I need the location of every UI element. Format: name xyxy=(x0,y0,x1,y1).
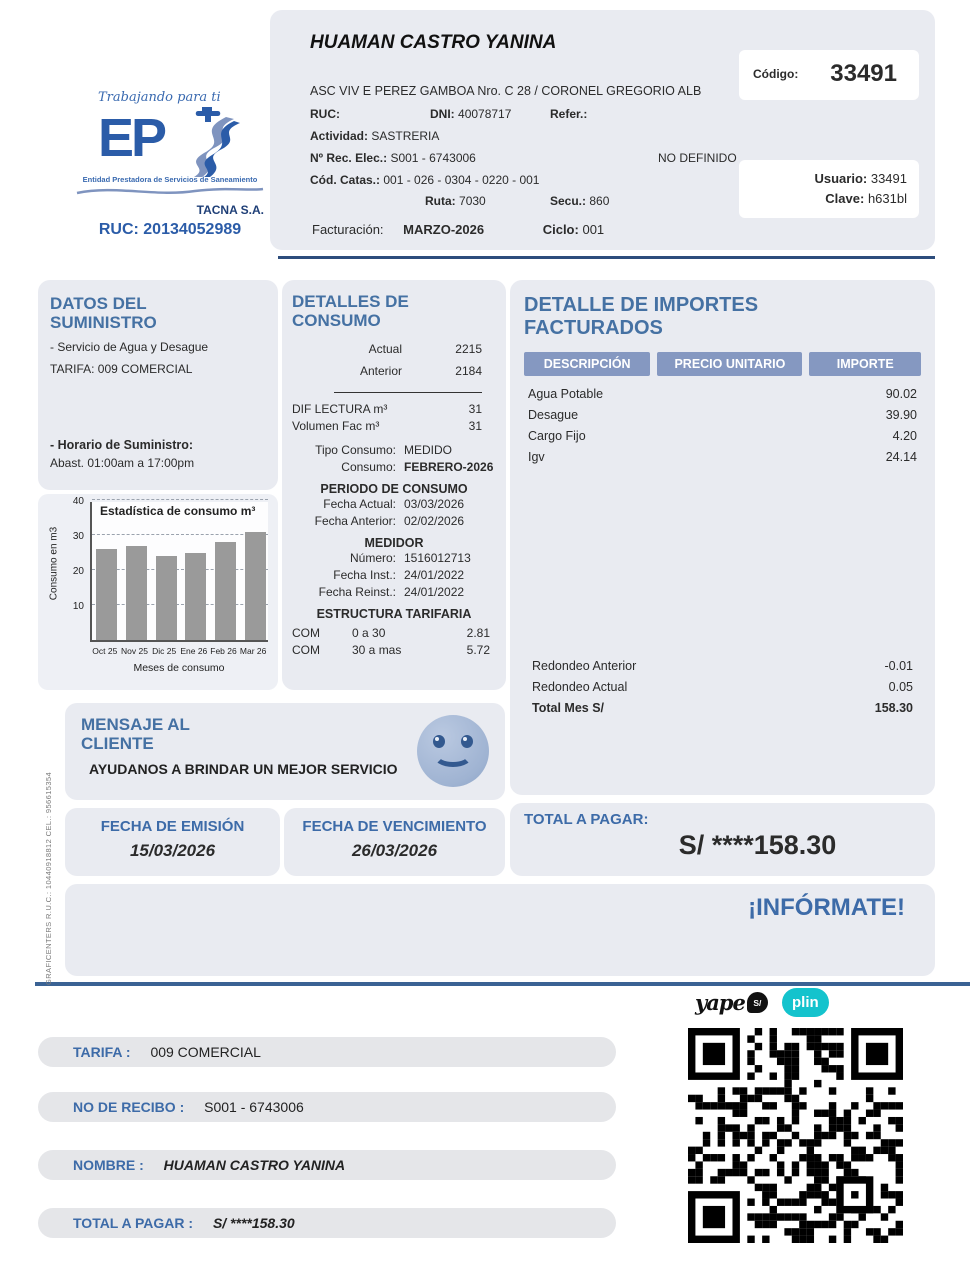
column-header-precio-unitario: PRECIO UNITARIO xyxy=(657,352,802,376)
table-row xyxy=(524,447,921,468)
fecha-actual-row xyxy=(292,496,496,513)
consumption-chart-card xyxy=(38,494,278,690)
tarifa-line: TARIFA: 009 COMERCIAL xyxy=(50,362,193,376)
catas-value: 001 - 026 - 0304 - 0220 - 001 xyxy=(383,173,540,187)
catas-label: Cód. Catas.: xyxy=(310,173,381,187)
fecha-actual-value: 03/03/2026 xyxy=(404,497,465,511)
lectura-anterior-row xyxy=(292,360,496,382)
tarifa-pill-value: 009 COMERCIAL xyxy=(150,1044,261,1060)
fecha-inst-label: Fecha Inst.: xyxy=(333,568,396,582)
tipo-consumo-row xyxy=(292,442,496,459)
chart-plot-area xyxy=(90,502,268,642)
horario-label: - Horario de Suministro: xyxy=(50,438,194,452)
row-descripcion: Desague xyxy=(528,408,579,422)
estructura-title: ESTRUCTURA TARIFARIA xyxy=(316,607,472,621)
column-header-importe: IMPORTE xyxy=(809,352,921,376)
tarifa-rango: 30 a mas xyxy=(352,643,402,657)
importes-rows xyxy=(524,384,921,468)
chart-bar xyxy=(185,553,206,641)
actividad-label: Actividad: xyxy=(310,129,369,143)
datos-title: DATOS DEL SUMINISTRO xyxy=(50,294,157,332)
total-pill xyxy=(38,1208,616,1238)
plin-logo: plin xyxy=(782,988,829,1017)
redondeo-anterior-label: Redondeo Anterior xyxy=(532,659,637,673)
table-row xyxy=(524,426,921,447)
informate-card xyxy=(65,884,935,976)
codigo-box xyxy=(739,50,919,100)
facturacion-value: MARZO-2026 xyxy=(403,222,485,237)
total-mes-label: Total Mes S/ xyxy=(532,701,605,715)
total-pill-value: S/ ****158.30 xyxy=(212,1215,295,1231)
chart-gridline xyxy=(92,604,268,605)
nombre-pill-value: HUAMAN CASTRO YANINA xyxy=(163,1157,346,1173)
ruta-value: 7030 xyxy=(459,194,486,208)
importes-title: DETALLE DE IMPORTES FACTURADOS xyxy=(524,294,759,339)
rec-elec-value: S001 - 6743006 xyxy=(390,151,476,165)
dif-value: 31 xyxy=(468,402,482,416)
header-divider xyxy=(278,256,935,259)
logo-ruc: RUC: 20134052989 xyxy=(98,221,242,238)
total-pagar-label: TOTAL A PAGAR: xyxy=(524,811,649,828)
tipo-value: MEDIDO xyxy=(404,443,452,457)
row-descripcion: Igv xyxy=(528,450,545,464)
reading-divider xyxy=(334,392,482,393)
refer-field xyxy=(550,107,587,121)
smiley-face-icon xyxy=(417,715,489,787)
dif-label: DIF LECTURA m³ xyxy=(292,402,388,416)
nombre-pill-label: NOMBRE : xyxy=(73,1157,144,1173)
recibo-pill xyxy=(38,1092,616,1122)
actual-value: 2215 xyxy=(455,342,482,356)
codigo-value: 33491 xyxy=(830,60,897,87)
importes-facturados-card xyxy=(510,280,935,795)
dni-field xyxy=(430,107,511,121)
fecha-anterior-row xyxy=(292,513,496,530)
ruta-field xyxy=(425,194,486,208)
facturacion-label: Facturación: xyxy=(312,222,384,237)
ruc-label: RUC: xyxy=(310,107,340,121)
chart-bar xyxy=(96,549,117,640)
chart-x-tick-label: Feb 26 xyxy=(210,646,237,656)
volumen-fac-row xyxy=(292,418,496,435)
yape-bubble-icon: S/ xyxy=(747,992,768,1013)
fecha-vencimiento-value: 26/03/2026 xyxy=(351,841,438,860)
redondeo-anterior-row xyxy=(528,656,917,677)
rec-elec-label: Nº Rec. Elec.: xyxy=(310,151,388,165)
detalles-consumo-card xyxy=(282,280,506,690)
clave-label: Clave: xyxy=(825,191,865,206)
tarifa-tipo: COM xyxy=(292,643,320,657)
water-swoosh-icon xyxy=(164,105,242,177)
logo-company: TACNA S.A. xyxy=(196,203,264,217)
tarifa-precio: 2.81 xyxy=(466,626,490,640)
clave-field xyxy=(739,189,907,209)
fecha-anterior-label: Fecha Anterior: xyxy=(314,514,396,528)
dni-value: 40078717 xyxy=(458,107,512,121)
medidor-title: MEDIDOR xyxy=(364,536,424,550)
mes-consumo-row xyxy=(292,459,496,476)
fecha-inst-value: 24/01/2022 xyxy=(404,568,465,582)
fecha-emision-label: FECHA DE EMISIÓN xyxy=(100,818,245,835)
logo-tagline: Trabajando para ti xyxy=(98,90,221,105)
logo-brand-row xyxy=(70,105,270,177)
row-descripcion: Agua Potable xyxy=(528,387,604,401)
tipo-label: Tipo Consumo: xyxy=(315,443,396,457)
section-divider xyxy=(35,982,970,986)
chart-x-tick-label: Ene 26 xyxy=(180,646,208,656)
chart-y-tick-label: 30 xyxy=(72,531,84,542)
logo-brand-text: EP xyxy=(97,108,165,168)
total-pagar-card xyxy=(510,803,935,876)
row-importe: 39.90 xyxy=(885,408,917,422)
chart-y-tick-label: 10 xyxy=(72,601,84,612)
clave-value: h631bl xyxy=(867,191,907,206)
tarifa-row xyxy=(292,642,496,659)
table-row xyxy=(524,405,921,426)
chart-gridline xyxy=(92,499,268,500)
redondeo-actual-label: Redondeo Actual xyxy=(532,680,628,694)
ciclo-value: 001 xyxy=(582,222,605,237)
horario-value: Abast. 01:00am a 17:00pm xyxy=(50,456,195,470)
column-header-descripcion: DESCRIPCIÓN xyxy=(524,352,650,376)
customer-header-card xyxy=(270,10,935,250)
ruc-field xyxy=(310,107,340,121)
actividad-field xyxy=(310,129,439,143)
fecha-actual-label: Fecha Actual: xyxy=(323,497,396,511)
table-row xyxy=(524,384,921,405)
codigo-label: Código: xyxy=(753,67,799,81)
printer-credit-text: GRAFICENTERS R.U.C.: 10440918812 CEL.: 956615354 xyxy=(44,771,53,985)
chart-title: Estadística de consumo m³ xyxy=(100,504,256,518)
tarifa-tipo: COM xyxy=(292,626,320,640)
usuario-label: Usuario: xyxy=(814,171,868,186)
fecha-emision-card xyxy=(65,808,280,876)
yape-logo-text: yape xyxy=(695,990,745,1015)
mensaje-cliente-card xyxy=(65,703,505,800)
rec-elec-field xyxy=(310,151,476,165)
redondeo-actual-row xyxy=(528,677,917,698)
anterior-value: 2184 xyxy=(455,364,482,378)
usuario-clave-box xyxy=(739,160,919,218)
periodo-title: PERIODO DE CONSUMO xyxy=(320,482,468,496)
tarifa-precio: 5.72 xyxy=(466,643,490,657)
consumo-title: DETALLES DE CONSUMO xyxy=(292,292,409,330)
actividad-value: SASTRERIA xyxy=(371,129,440,143)
informate-text: ¡INFÓRMATE! xyxy=(748,894,905,921)
total-mes-value: 158.30 xyxy=(874,701,913,715)
importes-footer xyxy=(528,656,917,719)
nombre-pill xyxy=(38,1150,616,1180)
total-pill-label: TOTAL A PAGAR : xyxy=(73,1215,194,1231)
consumo-value: FEBRERO-2026 xyxy=(404,460,494,474)
tarifa-pill-label: TARIFA : xyxy=(73,1044,131,1060)
customer-address: ASC VIV E PEREZ GAMBOA Nro. C 28 / CORONEL GREGORIO ALB xyxy=(310,84,702,98)
total-mes-row xyxy=(528,698,917,719)
chart-x-tick-label: Mar 26 xyxy=(239,646,267,656)
secu-value: 860 xyxy=(589,194,610,208)
refer-label: Refer.: xyxy=(550,107,588,121)
datos-suministro-card xyxy=(38,280,278,490)
no-definido-text: NO DEFINIDO xyxy=(658,151,737,165)
service-line: - Servicio de Agua y Desague xyxy=(50,340,209,354)
anterior-label: Anterior xyxy=(359,364,402,378)
numero-label: Número: xyxy=(349,551,396,565)
redondeo-anterior-value: -0.01 xyxy=(884,659,913,673)
dif-lectura-row xyxy=(292,401,496,418)
actual-label: Actual xyxy=(368,342,402,356)
recibo-pill-value: S001 - 6743006 xyxy=(204,1099,304,1115)
chart-x-axis-label: Meses de consumo xyxy=(133,662,225,674)
fecha-reinst-label: Fecha Reinst.: xyxy=(318,585,396,599)
dni-label: DNI: xyxy=(430,107,455,121)
secu-field xyxy=(550,194,609,208)
chart-gridline xyxy=(92,534,268,535)
chart-x-tick-label: Dic 25 xyxy=(152,646,177,656)
chart-y-tick-label: 40 xyxy=(72,496,84,507)
total-pagar-value: S/ ****158.30 xyxy=(678,830,837,860)
mensaje-title: MENSAJE AL CLIENTE xyxy=(81,715,190,753)
numero-value: 1516012713 xyxy=(404,551,471,565)
usuario-value: 33491 xyxy=(870,171,907,186)
chart-gridline xyxy=(92,569,268,570)
consumo-label: Consumo: xyxy=(341,460,396,474)
logo-subtitle: Entidad Prestadora de Servicios de Saneamiento xyxy=(82,175,258,184)
lectura-actual-row xyxy=(292,338,496,360)
eps-logo xyxy=(70,90,270,239)
chart-bar xyxy=(126,546,147,641)
mensaje-body: AYUDANOS A BRINDAR UN MEJOR SERVICIO xyxy=(89,761,398,777)
chart-x-tick-label: Nov 25 xyxy=(121,646,148,656)
fecha-anterior-value: 02/02/2026 xyxy=(404,514,465,528)
ruta-label: Ruta: xyxy=(425,194,456,208)
customer-name: HUAMAN CASTRO YANINA xyxy=(310,32,557,53)
fecha-vencimiento-label: FECHA DE VENCIMIENTO xyxy=(302,818,487,835)
row-importe: 4.20 xyxy=(892,429,917,443)
row-importe: 24.14 xyxy=(885,450,917,464)
chart-x-tick-label: Oct 25 xyxy=(92,646,118,656)
secu-label: Secu.: xyxy=(550,194,587,208)
chart-y-tick-label: 20 xyxy=(72,566,84,577)
tarifa-row xyxy=(292,625,496,642)
tarifa-pill xyxy=(38,1037,616,1067)
fecha-vencimiento-card xyxy=(284,808,505,876)
yape-logo xyxy=(695,990,768,1015)
catas-field xyxy=(310,173,539,187)
chart-y-axis-label: Consumo en m3 xyxy=(48,526,60,601)
fecha-reinst-row xyxy=(292,584,496,601)
logo-wave-icon xyxy=(75,187,265,197)
fecha-emision-value: 15/03/2026 xyxy=(129,841,216,860)
usuario-field xyxy=(739,169,907,189)
vol-label: Volumen Fac m³ xyxy=(292,419,380,433)
importes-table-header xyxy=(524,352,921,376)
medidor-numero-row xyxy=(292,550,496,567)
facturacion-field xyxy=(312,222,604,237)
row-importe: 90.02 xyxy=(885,387,917,401)
redondeo-actual-value: 0.05 xyxy=(888,680,913,694)
tarifa-rango: 0 a 30 xyxy=(352,626,386,640)
smiley-mouth xyxy=(433,743,473,767)
payment-logos xyxy=(695,988,829,1017)
fecha-inst-row xyxy=(292,567,496,584)
recibo-pill-label: NO DE RECIBO : xyxy=(73,1099,185,1115)
vol-value: 31 xyxy=(468,419,482,433)
payment-qr-code xyxy=(688,1028,903,1243)
row-descripcion: Cargo Fijo xyxy=(528,429,586,443)
ciclo-label: Ciclo: xyxy=(542,222,579,237)
chart-bar xyxy=(156,556,177,640)
fecha-reinst-value: 24/01/2022 xyxy=(404,585,465,599)
chart-bar xyxy=(215,542,236,640)
chart-bar xyxy=(245,532,266,641)
